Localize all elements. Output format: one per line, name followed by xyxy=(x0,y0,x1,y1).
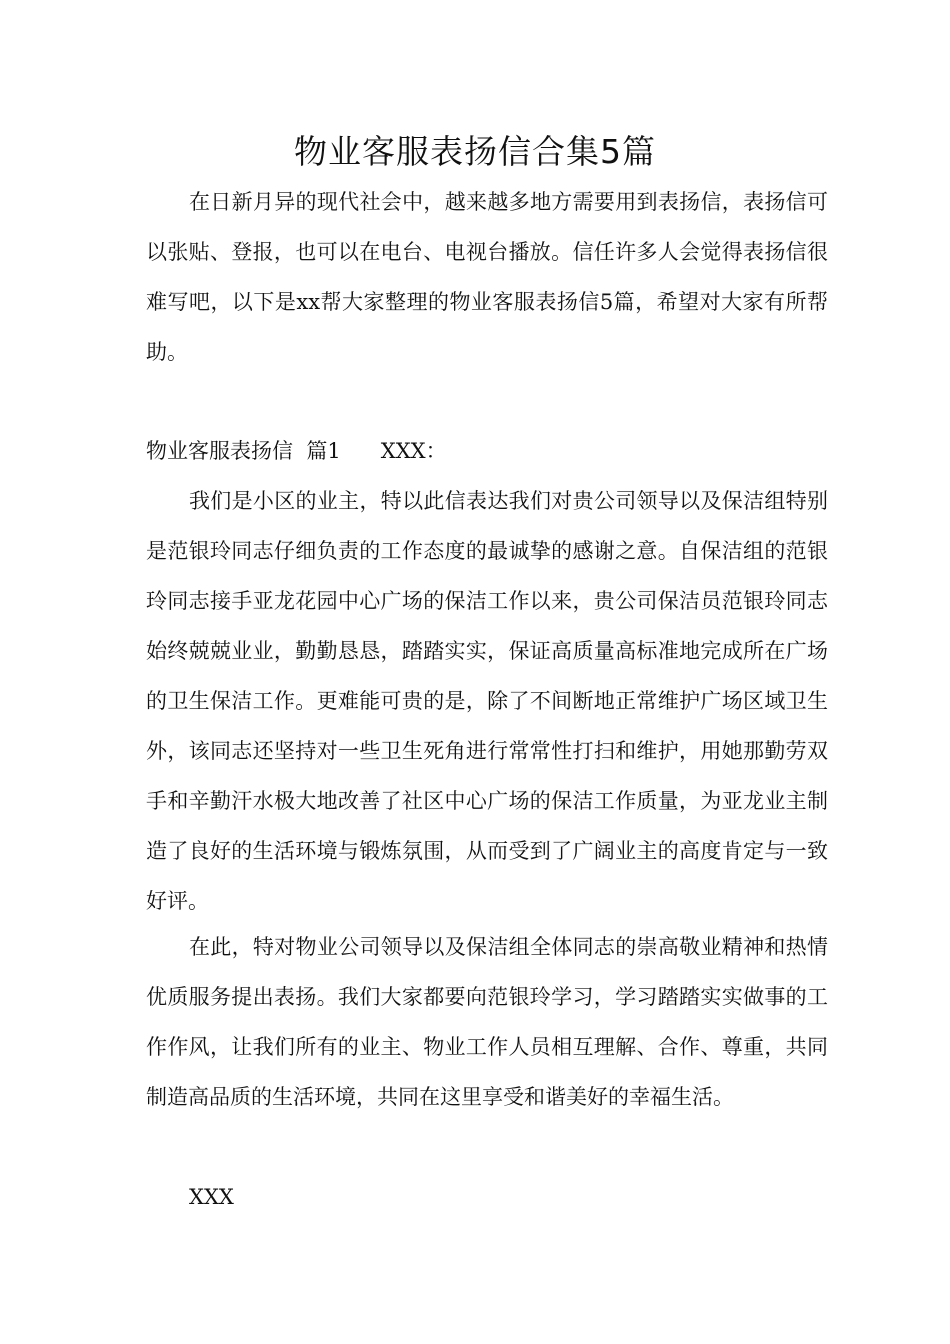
document-title: 物业客服表扬信合集5篇 xyxy=(294,132,656,171)
letter-paragraph: 在此，特对物业公司领导以及保洁组全体同志的崇高敬业精神和热情优质服务提出表扬。我们大家都要向范银玲学习，学习踏踏实实做事的工作作风，让我们所有的业主、物业工作人员相互理解、合作、尊重，共同制造高品质的生活环境，共同在这里享受和谐美好的幸福生活。 xyxy=(146,935,828,1109)
intro-paragraph: 在日新月异的现代社会中，越来越多地方需要用到表扬信，表扬信可以张贴、登报，也可以在电台、电视台播放。信任许多人会觉得表扬信很难写吧，以下是xx帮大家整理的物业客服表扬信5篇，希望对大家有所帮助。 xyxy=(146,190,828,364)
letter-paragraph: 我们是小区的业主，特以此信表达我们对贵公司领导以及保洁组特别是范银玲同志仔细负责的工作态度的最诚挚的感谢之意。自保洁组的范银玲同志接手亚龙花园中心广场的保洁工作以来，贵公司保洁员范银玲同志始终兢兢业业，勤勤恳恳，踏踏实实，保证高质量高标准地完成所在广场的卫生保洁工作。更难能可贵的是，除了不间断地正常维护广场区域卫生外，该同志还坚持对一些卫生死角进行常常性打扫和维护，用她那勤劳双手和辛勤汗水极大地改善了社区中心广场的保洁工作质量，为亚龙业主制造了良好的生活环境与锻炼氛围，从而受到了广阔业主的高度肯定与一致好评。 xyxy=(146,489,828,913)
section-heading: 物业客服表扬信 篇1 XXX： xyxy=(146,439,447,463)
signature: XXX xyxy=(189,1185,234,1209)
